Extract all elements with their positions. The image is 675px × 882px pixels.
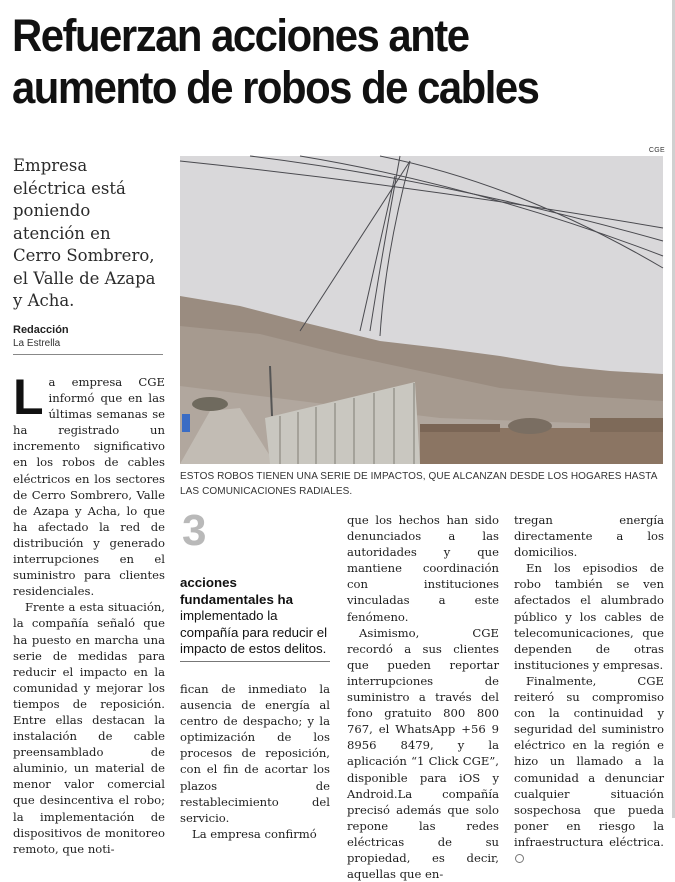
pull-quote-bold: acciones fundamentales ha <box>180 575 294 607</box>
paragraph-text: Finalmente, CGE reiteró su compromiso con la continuidad y seguridad del suministro eléctrico en la región e hizo un llamado a la comunidad a denunciar cualquier situación sospechosa que pueda poner en riesgo la infraestructura eléctrica. <box>514 673 664 849</box>
body-column-1 <box>13 369 165 857</box>
photo-illustration <box>180 156 663 464</box>
paragraph: Asimismo, CGE recordó a sus clientes que pueden reportar interrupciones de suministro a través del fono gratuito 800 800 767, el WhatsApp +56 9 8956 8479, y la aplicación “1 Click CGE”, disponible para iOS y Android.La compañía precisó además que solo repone las redes eléctricas de su propiedad, es decir, aquellas que en- <box>347 625 499 882</box>
paragraph: fican de inmediato la ausencia de energía al centro de despacho; y la optimización de los procesos de reposición, con el fin de acortar los plazos de restablecimiento del servicio. <box>180 682 330 825</box>
divider <box>13 354 163 355</box>
paragraph: tregan energía directamente a los domicilios. <box>514 513 664 560</box>
pull-quote <box>180 575 332 658</box>
paragraph <box>514 673 664 866</box>
body-column-2 <box>180 681 330 842</box>
byline-author: Redacción <box>13 324 69 336</box>
byline <box>13 323 163 350</box>
photo-credit: CGE <box>648 147 665 154</box>
dropcap: L <box>13 369 44 425</box>
body-column-4 <box>514 512 664 866</box>
end-mark-icon <box>515 854 524 863</box>
paragraph: En los episodios de robo también se ven afectados el alumbrado público y los cables de telecomunicaciones, que dependen de otras instituciones y empresas. <box>514 561 664 672</box>
paragraph-text: a empresa CGE informó que en las últimas semanas se ha registrado un incremento significativo en los robos de cables eléctricos en los sectores de Cerro Sombrero, Valle de Azapa y Acha, lo que ha afectado la red de distribución y generado interrupciones en el suministro para clientes residenciales. <box>13 375 165 599</box>
article-photo <box>180 156 663 464</box>
headline: Refuerzan acciones ante aumento de robos de cables <box>12 10 539 113</box>
photo-caption: ESTOS ROBOS TIENEN UNA SERIE DE IMPACTOS, QUE ALCANZAN DESDE LOS HOGARES HASTA LAS COMUNICACIONES RADIALES. <box>180 471 657 497</box>
paragraph: Frente a esta situación, la compañía señaló que ha puesto en marcha una serie de medidas para reducir el impacto en la comunidad y mejorar los tiempos de reposición. Entre ellas destacan la instalación de cable preensamblado de aluminio, un material de menor valor comercial que desincentiva el robo; la implementación de dispositivos de monitoreo remoto, que noti- <box>13 600 165 856</box>
paragraph <box>13 369 165 599</box>
byline-outlet: La Estrella <box>13 338 61 349</box>
pull-quote-text: implementado la compañía para reducir el impacto de estos delitos. <box>180 608 328 657</box>
paragraph: La empresa confirmó <box>192 826 317 841</box>
body-column-3 <box>347 512 499 882</box>
pull-quote-number: 3 <box>182 506 207 555</box>
divider <box>180 661 330 662</box>
lede: Empresa eléctrica está poniendo atención en Cerro Sombrero, el Valle de Azapa y Acha. <box>13 156 156 310</box>
paragraph: que los hechos han sido denunciados a las autoridades y que mantiene coordinación con instituciones vinculadas a este fenómeno. <box>347 513 499 624</box>
